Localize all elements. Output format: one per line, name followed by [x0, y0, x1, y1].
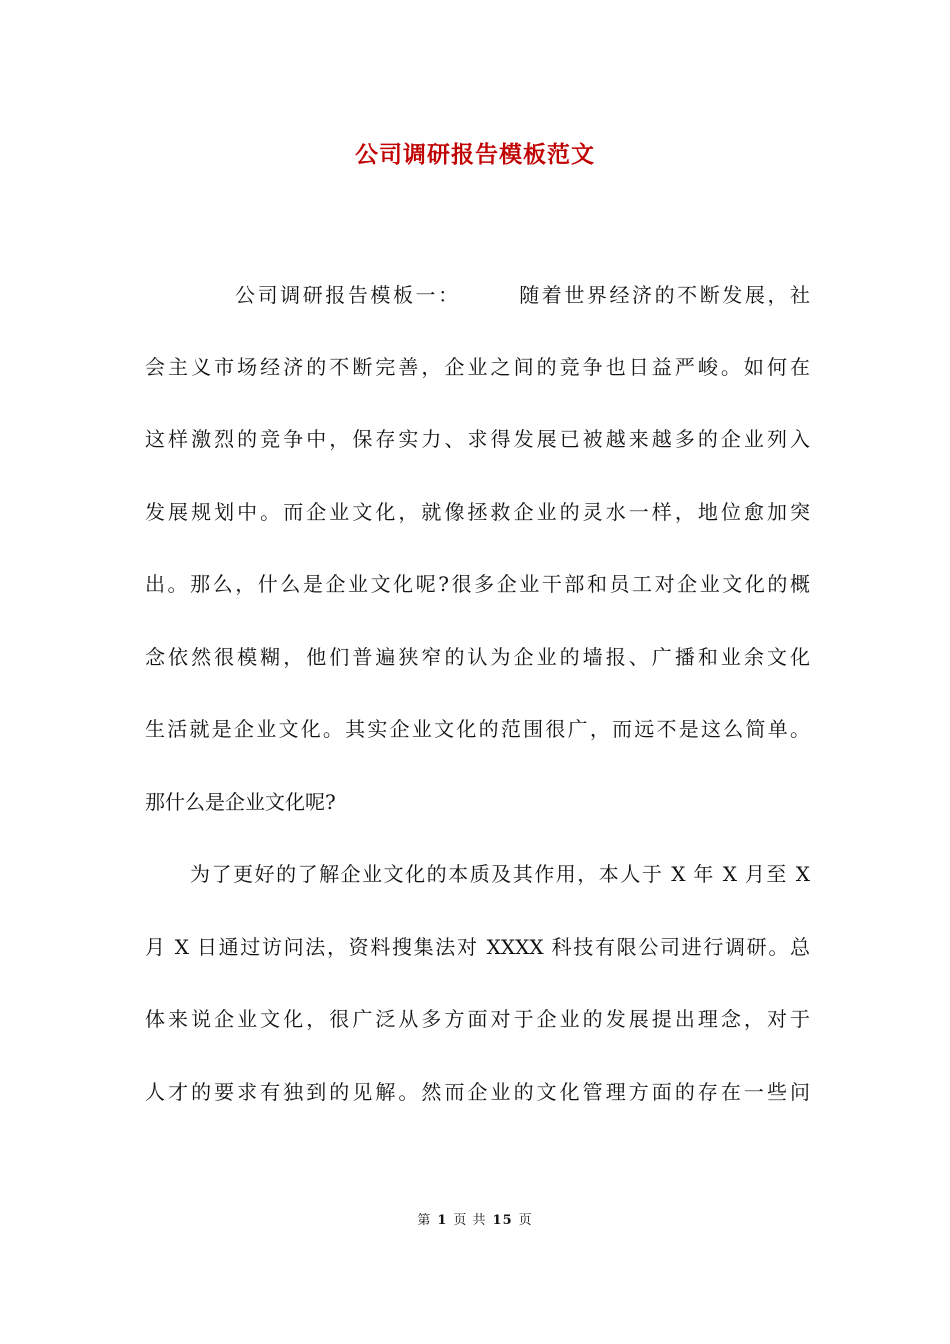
paragraph-line: 为了更好的了解企业文化的本质及其作用，本人于 X 年 X 月至 X [190, 862, 810, 886]
current-page-number: 1 [437, 1213, 448, 1228]
footer-suffix: 页 [518, 1213, 533, 1228]
document-title: 公司调研报告模板范文 [355, 141, 595, 168]
footer-prefix: 第 [417, 1213, 432, 1228]
paragraph-line: 出。那么，什么是企业文化呢?很多企业干部和员工对企业文化的概 [145, 572, 810, 596]
section-lead-text: 随着世界经济的不断发展，社 [516, 283, 811, 307]
footer-middle: 页 共 [453, 1213, 487, 1228]
paragraph-line: 体来说企业文化，很广泛从多方面对于企业的发展提出理念，对于 [145, 1007, 810, 1031]
section-lead: 公司调研报告模板一： [235, 283, 461, 307]
paragraph-line: 那什么是企业文化呢? [145, 790, 336, 814]
paragraph-line: 人才的要求有独到的见解。然而企业的文化管理方面的存在一些问 [145, 1080, 810, 1104]
paragraph-line [235, 280, 810, 310]
total-page-count: 15 [492, 1213, 513, 1228]
page-footer [0, 1209, 950, 1228]
paragraph-line: 月 X 日通过访问法，资料搜集法对 XXXX 科技有限公司进行调研。总 [145, 935, 810, 959]
paragraph-line: 会主义市场经济的不断完善，企业之间的竞争也日益严峻。如何在 [145, 355, 810, 379]
paragraph-line: 念依然很模糊，他们普遍狭窄的认为企业的墙报、广播和业余文化 [145, 645, 810, 669]
paragraph-line: 这样激烈的竞争中，保存实力、求得发展已被越来越多的企业列入 [145, 427, 810, 451]
paragraph-line: 发展规划中。而企业文化，就像拯救企业的灵水一样，地位愈加突 [145, 500, 810, 524]
paragraph-line: 生活就是企业文化。其实企业文化的范围很广，而远不是这么简单。 [145, 717, 810, 741]
